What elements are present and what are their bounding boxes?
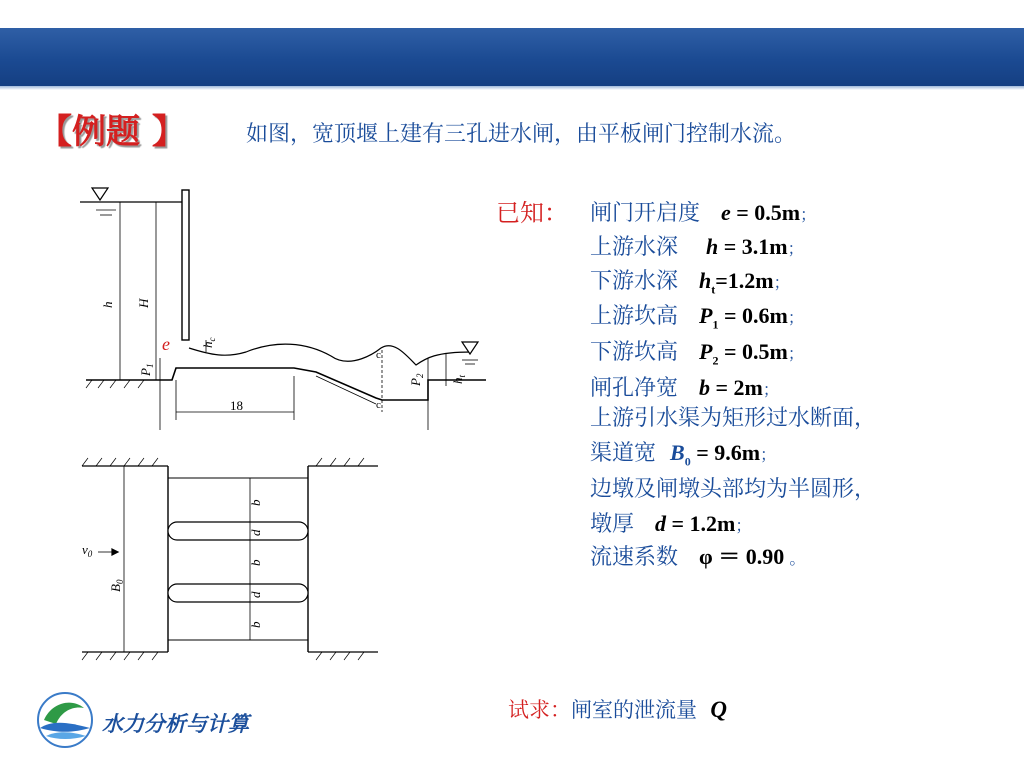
title-text: 例题 <box>72 112 140 152</box>
label-B0: $B_0$ <box>108 579 125 592</box>
given-pier-shape-note: 边墩及闸墩头部均为半圆形， <box>590 477 877 502</box>
label-v0: $v_0$ <box>82 542 93 559</box>
given-downstream-depth: 下游水深 $h_t=1.2m$； <box>590 268 790 297</box>
label-d-2: d <box>248 591 263 598</box>
question-symbol: Q <box>710 697 727 722</box>
header-banner <box>0 28 1024 86</box>
question <box>508 694 727 724</box>
given-velocity-coefficient: 流速系数 φ ＝ 0.90 。 <box>590 544 806 570</box>
label-P2: $P_2$ <box>408 373 425 386</box>
label-e: e <box>162 334 170 354</box>
given-upstream-sill-height: 上游坎高 $P_1 = 0.6m$； <box>590 303 804 332</box>
question-text: 闸室的泄流量 <box>571 698 697 722</box>
label-b-1: b <box>248 499 263 506</box>
profile-figure <box>76 180 496 436</box>
label-c-bottom: c <box>376 399 381 411</box>
title-bracket-close: 】 <box>151 112 186 152</box>
plan-figure <box>76 452 496 672</box>
given-opening-width: 闸孔净宽 b = 2m； <box>590 375 779 401</box>
title-bracket-open: 【 <box>38 112 72 152</box>
label-h: h <box>100 301 115 308</box>
label-hc: $h_c$ <box>200 337 217 348</box>
course-logo-text: 水力分析与计算 <box>102 711 249 736</box>
known-label: 已知： <box>496 199 568 227</box>
label-c-top: c <box>376 349 381 361</box>
given-pier-thickness: 墩厚 d = 1.2m； <box>590 511 752 537</box>
header-banner-shadow <box>0 86 1024 90</box>
label-b-3: b <box>248 621 263 628</box>
given-upstream-depth: 上游水深 h = 3.1m； <box>590 234 804 260</box>
label-ht: $h_t$ <box>450 374 467 384</box>
given-channel-note: 上游引水渠为矩形过水断面， <box>590 406 877 431</box>
label-H: H <box>136 298 151 308</box>
page-title <box>38 104 186 153</box>
label-dim-18: 18 <box>230 398 243 413</box>
label-d-1: d <box>248 529 263 536</box>
question-label: 试求： <box>508 698 571 722</box>
label-P1: $P_1$ <box>138 363 155 376</box>
given-channel-width: 渠道宽 $B_0 = 9.6m$； <box>590 440 777 469</box>
given-downstream-sill-height: 下游坎高 $P_2 = 0.5m$； <box>590 339 804 368</box>
label-b-2: b <box>248 559 263 566</box>
given-gate-opening: 闸门开启度 e = 0.5m； <box>590 200 817 226</box>
problem-intro: 如图，宽顶堰上建有三孔进水闸，由平板闸门控制水流。 <box>246 122 797 147</box>
course-logo-icon <box>32 690 98 750</box>
